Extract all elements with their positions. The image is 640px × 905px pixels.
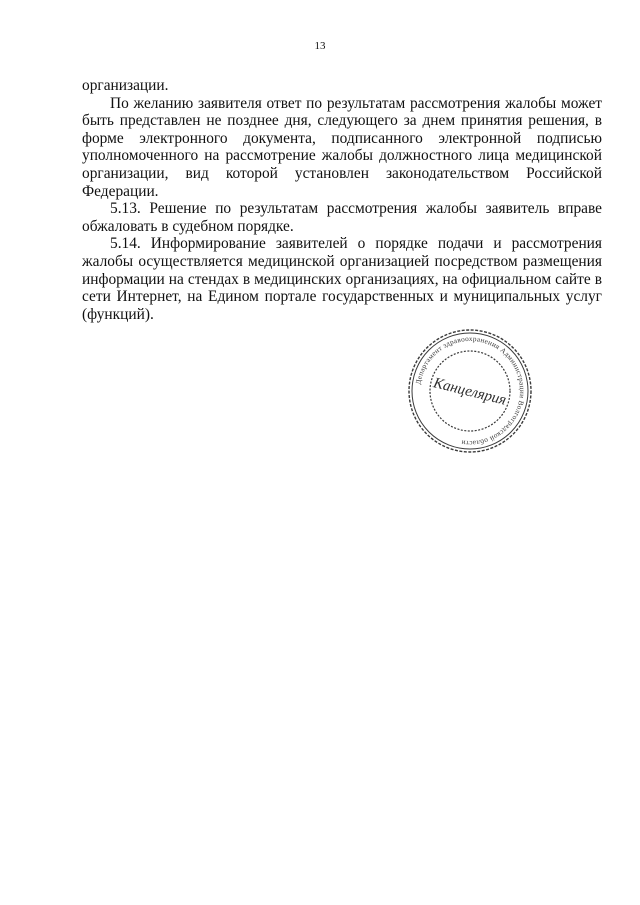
paragraph-5-13: 5.13. Решение по результатам рассмотрения жалобы заявитель вправе обжаловать в судебном порядке. (82, 200, 602, 235)
page-number: 13 (314, 40, 326, 52)
document-body (82, 77, 602, 323)
paragraph-electronic-response: По желанию заявителя ответ по результатам рассмотрения жалобы может быть представлен не позднее дня, следующего за днем принятия решения, в форме электронного документа, подписанного электронной подписью уполномоченного на рассмотрение жалобы должностного лица медицинской организации, вид которой установлен законодательством Российской Федерации. (82, 94, 602, 200)
paragraph-continuation: организации. (82, 77, 169, 94)
paragraph-5-14: 5.14. Информирование заявителей о порядке подачи и рассмотрения жалобы осуществляется медицинской организацией посредством размещения информации на стендах в медицинских организациях, на официальном сайте в сети Интернет, на Едином портале государственных и муниципальных услуг (функций). (82, 235, 602, 323)
stamp-center-text: Канцелярия (431, 375, 508, 409)
office-stamp (405, 326, 535, 456)
stamp-ring-text: Департамент здравоохранения Администрации Волгоградской области (414, 334, 527, 448)
